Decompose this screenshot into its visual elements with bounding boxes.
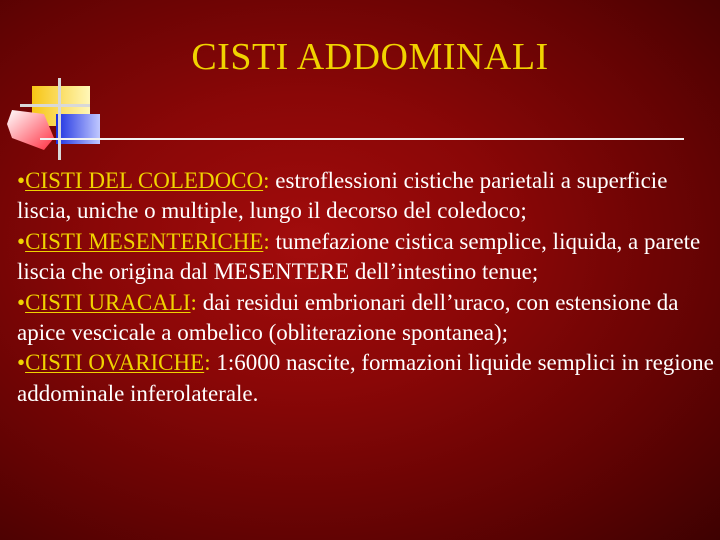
- bullet-description: 1:6000 nascite, formazioni liquide semplici in regione addominale inferolaterale.: [17, 350, 714, 406]
- bullet-item: •CISTI MESENTERICHE: tumefazione cistica semplice, liquida, a parete liscia che origina dal MESENTERE dell’intestino tenue;: [17, 228, 701, 285]
- bullet-description: tumefazione cistica semplice, liquida, a parete liscia che origina dal MESENTERE dell’intestino tenue;: [17, 228, 701, 285]
- slide-title: CISTI ADDOMINALI: [191, 36, 549, 78]
- bullet-description: estroflessioni cistiche parietali a superficie liscia, uniche o multiple, lungo il decorso del coledoco;: [17, 168, 668, 224]
- bullet-item: •CISTI OVARICHE: 1:6000 nascite, formazioni liquide semplici in regione addominale inferolaterale.: [17, 350, 714, 406]
- bullet-list: [17, 166, 717, 409]
- bullet-dot: •: [17, 228, 26, 254]
- bullet-dot: •: [17, 350, 26, 376]
- bullet-term: CISTI URACALI: [25, 289, 191, 315]
- bullet-term: CISTI OVARICHE: [25, 350, 205, 376]
- bullet-item: •CISTI DEL COLEDOCO: estroflessioni cistiche parietali a superficie liscia, uniche o multiple, lungo il decorso del coledoco;: [17, 168, 668, 224]
- title-divider: [40, 138, 684, 140]
- bullet-item: •CISTI URACALI: dai residui embrionari dell’uraco, con estensione da apice vescicale a ombelico (obliterazione spontanea);: [17, 289, 679, 346]
- bullet-term: CISTI DEL COLEDOCO: [25, 168, 264, 193]
- bullet-description: dai residui embrionari dell’uraco, con estensione da apice vescicale a ombelico (obliterazione spontanea);: [17, 289, 679, 346]
- vertical-bar: [58, 78, 61, 160]
- bullet-term: CISTI MESENTERICHE: [25, 228, 264, 254]
- bullet-dot: •: [17, 289, 26, 315]
- decorative-squares-logo: [6, 76, 106, 160]
- horizontal-bar: [20, 104, 90, 107]
- bullet-dot: •: [17, 168, 26, 193]
